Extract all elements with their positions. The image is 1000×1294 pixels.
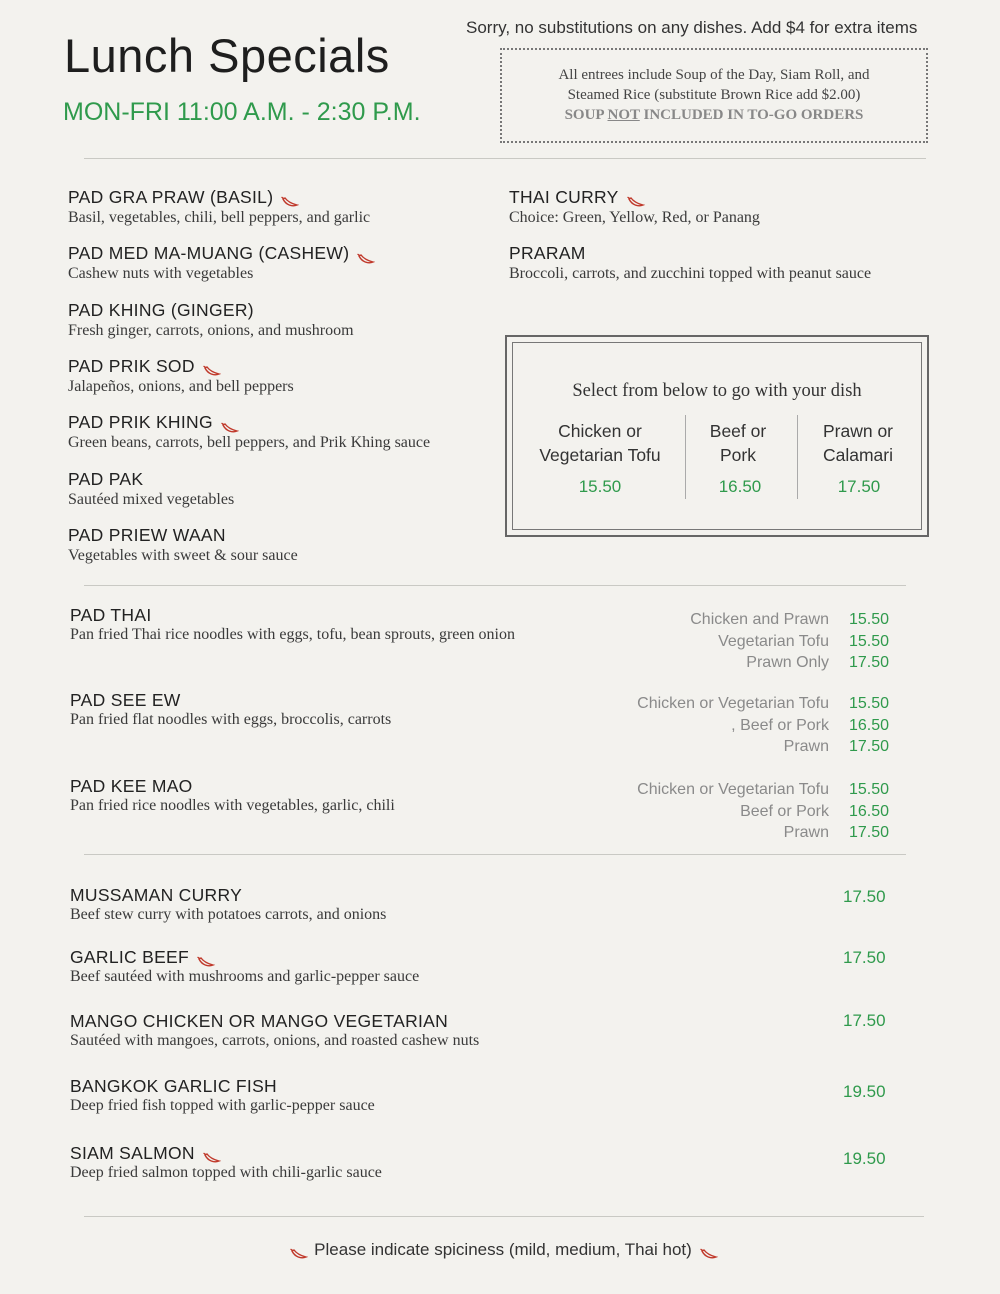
special-dish-price: 19.50 [843,1082,886,1101]
option-label: Chicken or Vegetarian Tofu [637,695,829,712]
chili-icon [203,1148,221,1160]
substitution-notice: Sorry, no substitutions on any dishes. Add $4 for extra items [466,18,918,37]
dish-name-text: PAD MED MA-MUANG (CASHEW) [68,243,350,264]
option-label: Prawn [783,738,829,755]
soup-notice: SOUP NOT INCLUDED IN TO-GO ORDERS [564,107,864,123]
divider [84,1216,924,1217]
hours-text: MON-FRI 11:00 A.M. - 2:30 P.M. [63,98,421,126]
special-dish-description: Beef sautéed with mushrooms and garlic-pepper sauce [70,968,420,985]
chili-icon [203,361,221,373]
selector-price: 15.50 [578,477,622,496]
selector-option-prawn-calamari: Prawn or Calamari [822,421,894,465]
special-dish-name [70,1011,448,1032]
special-dish-description: Beef stew curry with potatoes carrots, and onions [70,906,387,923]
option-label: Prawn [783,824,829,841]
dish-name [68,356,221,377]
dish-description: Green beans, carrots, bell peppers, and Prik Khing sauce [68,434,431,452]
footer-text: Please indicate spiciness (mild, medium, Thai hot) [314,1240,692,1259]
special-dish-price: 19.50 [843,1149,886,1168]
special-dish-name-text: GARLIC BEEF [70,947,190,967]
special-dish-name [70,1076,277,1097]
chili-icon [221,418,239,430]
selector-title: Select from below to go with your dish [572,381,862,401]
special-dish-name [70,885,242,906]
option-price: 17.50 [849,738,890,755]
option-price: 15.50 [849,781,890,798]
option-price: 17.50 [849,824,890,841]
dish-name-text: PAD GRA PRAW (BASIL) [68,187,274,207]
option-price: 15.50 [849,632,890,650]
option-price: 16.50 [849,716,890,734]
dish-name-text: PAD PRIK KHING [68,412,213,433]
selector-price: 17.50 [837,477,881,496]
dish-name [509,243,586,264]
special-dish-name [70,1143,221,1164]
noodle-dish-description: Pan fried rice noodles with vegetables, garlic, chili [70,797,395,814]
dish-name-text: PAD PRIEW WAAN [68,524,226,545]
dish-name-text: THAI CURRY [509,187,619,207]
noodle-dish-name: PAD KEE MAO [70,776,193,796]
includes-line-2: Steamed Rice (substitute Brown Rice add $2.00) [567,87,861,103]
dish-name [68,243,375,264]
dish-description: Sautéed mixed vegetables [68,490,235,508]
selector-option-chicken-tofu: Chicken or Vegetarian Tofu [539,421,661,465]
noodle-dish-description: Pan fried flat noodles with eggs, broccolis, carrots [70,711,392,728]
divider [84,585,906,586]
special-dish-name-text: MUSSAMAN CURRY [70,885,243,905]
page-title: Lunch Specials [64,29,390,82]
option-price: 17.50 [849,654,890,671]
option-label: , Beef or Pork [731,716,829,734]
dish-description: Choice: Green, Yellow, Red, or Panang [509,209,760,226]
dish-name-text: PAD PRIK SOD [68,355,195,376]
special-dish-name-text: SIAM SALMON [70,1143,195,1163]
protein-selector-box [505,335,929,537]
dish-name [68,412,239,433]
dish-name [68,187,299,208]
option-label: Beef or Pork [740,802,829,820]
divider [84,854,906,855]
special-dish-price: 17.50 [843,1011,886,1030]
dish-name-text: PAD PAK [68,468,144,489]
chili-icon [290,1245,308,1257]
chili-icon [700,1245,718,1257]
selector-price: 16.50 [718,477,762,496]
noodle-dish-name: PAD THAI [70,605,152,625]
dish-description: Jalapeños, onions, and bell peppers [68,377,294,395]
option-label: Chicken or Vegetarian Tofu [637,781,829,798]
dish-name [68,300,254,321]
option-label: Vegetarian Tofu [718,632,829,650]
spiciness-footer [0,1240,1000,1260]
chili-icon [197,952,215,964]
special-dish-name [70,947,215,968]
option-price: 15.50 [849,611,890,628]
includes-line-1: All entrees include Soup of the Day, Siam Roll, and [558,67,870,83]
special-dish-price: 17.50 [843,887,886,906]
special-dish-name-text: BANGKOK GARLIC FISH [70,1076,277,1096]
option-label: Chicken and Prawn [690,611,829,628]
special-dish-price: 17.50 [843,948,886,967]
special-dish-description: Deep fried fish topped with garlic-pepper sauce [70,1097,375,1114]
option-price: 16.50 [849,802,890,820]
dish-description: Broccoli, carrots, and zucchini topped with peanut sauce [509,265,872,283]
special-dish-description: Deep fried salmon topped with chili-garlic sauce [70,1164,382,1181]
chili-icon [357,249,375,261]
noodle-dish-description: Pan fried Thai rice noodles with eggs, tofu, bean sprouts, green onion [70,626,515,643]
dish-description: Vegetables with sweet & sour sauce [68,546,298,564]
divider [84,158,926,159]
dish-description: Fresh ginger, carrots, onions, and mushroom [68,321,354,339]
option-label: Prawn Only [746,654,829,671]
chili-icon [627,192,645,204]
includes-box [500,48,928,143]
dish-name [509,187,645,208]
option-price: 15.50 [849,695,890,712]
selector-option-beef-pork: Beef or Pork [709,421,767,465]
dish-description: Basil, vegetables, chili, bell peppers, and garlic [68,209,371,226]
dish-name [68,469,143,490]
dish-name [68,525,226,546]
special-dish-description: Sautéed with mangoes, carrots, onions, and roasted cashew nuts [70,1032,480,1049]
dish-description: Cashew nuts with vegetables [68,265,254,283]
dish-name-text: PAD KHING (GINGER) [68,299,254,320]
special-dish-name-text: MANGO CHICKEN OR MANGO VEGETARIAN [70,1011,449,1031]
noodle-dish-name: PAD SEE EW [70,690,181,710]
dish-name-text: PRARAM [509,243,586,264]
chili-icon [281,192,299,204]
